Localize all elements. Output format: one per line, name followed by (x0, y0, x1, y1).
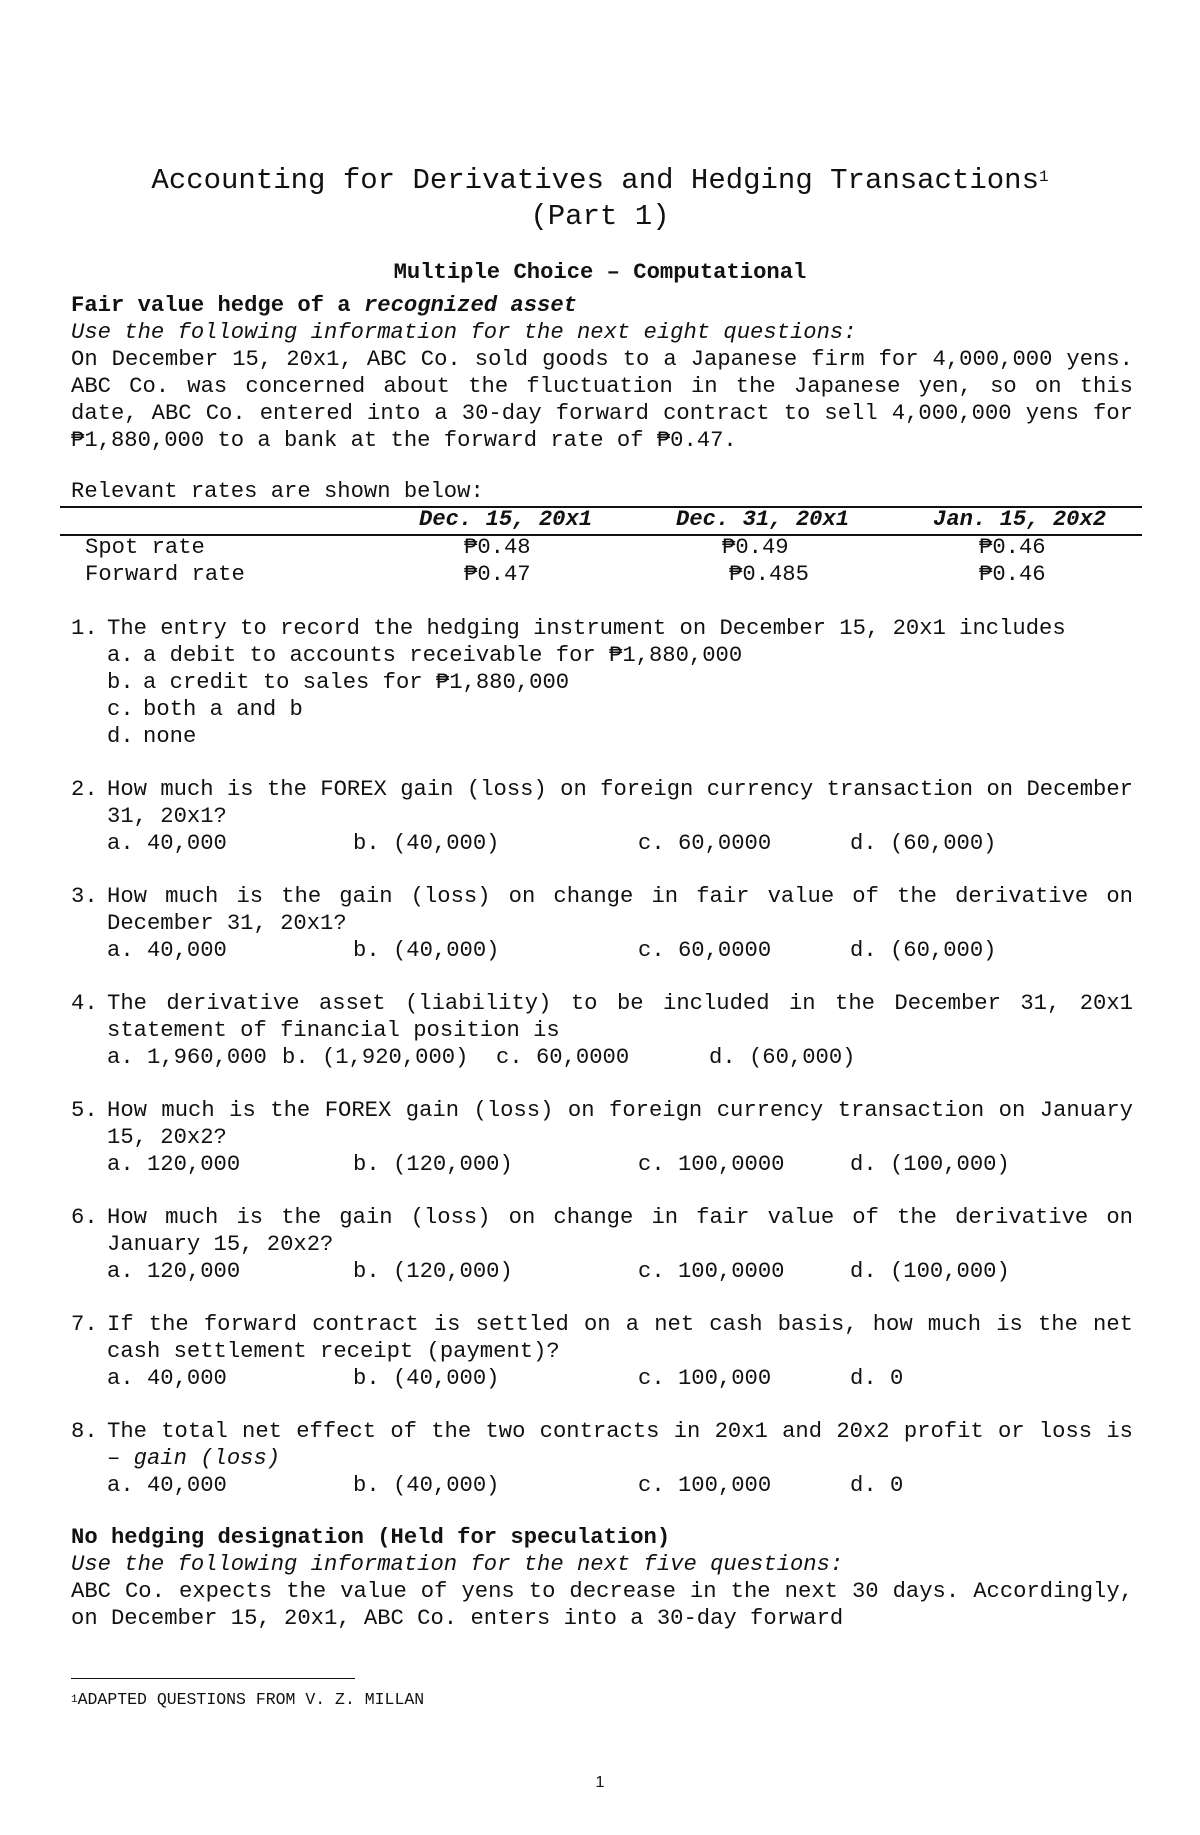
section-heading: Multiple Choice – Computational (393, 260, 807, 285)
footnote-separator (71, 1678, 355, 1679)
table-cell: ₱0.47 (464, 562, 531, 587)
answer-option-d: d. (100,000) (850, 1259, 1010, 1284)
answer-option-b: b. (120,000) (353, 1259, 513, 1284)
answer-option-c: c. 100,000 (638, 1473, 772, 1498)
footnote: $^1$ADAPTED QUESTIONS FROM V. Z. MILLAN (71, 1690, 425, 1709)
answer-options (107, 1365, 1133, 1392)
answer-option-a: a. a debit to accounts receivable for ₱1,880,000 (107, 643, 743, 668)
page-title: Accounting for Derivatives and Hedging Transactions$^1$ (151, 164, 1049, 197)
answer-option-d: d. (60,000) (850, 938, 997, 963)
question-text: The derivative asset (liability) to be included in the December 31, 20x1 statement of financial position is (107, 991, 1133, 1043)
answer-option-d: d. 0 (850, 1473, 904, 1498)
question-number: 5. (71, 1098, 98, 1123)
question-number: 6. (71, 1205, 98, 1230)
speculation-paragraph: ABC Co. expects the value of yens to decrease in the next 30 days. Accordingly, on December 15, 20x1, ABC Co. enters into a 30-day forward (71, 1579, 1133, 1631)
table-header-dec15: Dec. 15, 20x1 (419, 507, 593, 532)
table-row-label: Spot rate (85, 535, 205, 560)
answer-option-a: a. 40,000 (107, 1473, 227, 1498)
question-number: 2. (71, 777, 98, 802)
fair-value-paragraph: On December 15, 20x1, ABC Co. sold goods to a Japanese firm for 4,000,000 yens. ABC Co. was concerned about the fluctuation in the Japanese yen, so on this date, ABC Co. entered into a 30-day forward contract to sell 4,000,000 yens for ₱1,880,000 to a bank at the forward rate of ₱0.47. (71, 347, 1133, 453)
answer-option-c: c. both a and b (107, 697, 303, 722)
answer-option-c: c. 60,0000 (638, 831, 772, 856)
page-number: 1 (595, 1774, 605, 1791)
question-number: 8. (71, 1419, 98, 1444)
fair-value-instruction: Use the following information for the next eight questions: (71, 320, 857, 345)
answer-options (107, 1151, 1133, 1178)
table-header-dec31: Dec. 31, 20x1 (676, 507, 850, 532)
question-text: The total net effect of the two contracts in 20x1 and 20x2 profit or loss is – gain (loss) (107, 1419, 1133, 1471)
table-cell: ₱0.46 (979, 535, 1046, 560)
answer-option-c: c. 100,0000 (638, 1259, 785, 1284)
answer-options (107, 1258, 1133, 1285)
answer-option-a: a. 40,000 (107, 1366, 227, 1391)
answer-option-a: a. 120,000 (107, 1152, 241, 1177)
question-number: 3. (71, 884, 98, 909)
answer-option-b: b. (120,000) (353, 1152, 513, 1177)
table-cell: ₱0.49 (722, 535, 789, 560)
question-text: The entry to record the hedging instrument on December 15, 20x1 includes (107, 616, 1066, 641)
answer-options (107, 1472, 1133, 1499)
question-text: How much is the gain (loss) on change in fair value of the derivative on December 31, 20x1? (107, 884, 1133, 936)
answer-option-d: d. 0 (850, 1366, 904, 1391)
question-5 (71, 1097, 1133, 1178)
answer-option-b: b. (40,000) (353, 1366, 500, 1391)
answer-options (107, 830, 1133, 857)
question-number: 4. (71, 991, 98, 1016)
question-7 (71, 1311, 1133, 1392)
speculation-instruction: Use the following information for the next five questions: (71, 1552, 844, 1577)
question-3 (71, 883, 1133, 964)
answer-option-c: c. 60,0000 (638, 938, 772, 963)
question-text: How much is the FOREX gain (loss) on foreign currency transaction on December 31, 20x1? (107, 777, 1133, 829)
table-cell: ₱0.46 (979, 562, 1046, 587)
question-1 (71, 615, 1133, 750)
answer-option-c: c. 60,0000 (496, 1045, 630, 1070)
answer-option-a: a. 40,000 (107, 831, 227, 856)
question-number: 7. (71, 1312, 98, 1337)
question-6 (71, 1204, 1133, 1285)
answer-options (107, 937, 1133, 964)
answer-options (107, 1044, 1133, 1071)
title-footnote-ref: 1 (1038, 168, 1049, 186)
table-header-jan15: Jan. 15, 20x2 (933, 507, 1107, 532)
rates-intro: Relevant rates are shown below: (71, 479, 484, 504)
answer-options (107, 642, 1133, 750)
answer-option-d: d. none (107, 724, 197, 749)
question-number: 1. (71, 616, 98, 641)
question-text: How much is the FOREX gain (loss) on foreign currency transaction on January 15, 20x2? (107, 1098, 1133, 1150)
question-8 (71, 1418, 1133, 1499)
table-cell: ₱0.48 (464, 535, 531, 560)
answer-option-b: b. a credit to sales for ₱1,880,000 (107, 670, 570, 695)
answer-option-d: d. (100,000) (850, 1152, 1010, 1177)
question-text: If the forward contract is settled on a net cash basis, how much is the net cash settlement receipt (payment)? (107, 1312, 1133, 1364)
answer-option-b: b. (40,000) (353, 938, 500, 963)
fair-value-hedge-heading: Fair value hedge of a recognized asset (71, 293, 577, 318)
answer-option-b: b. (1,920,000) (282, 1045, 469, 1070)
answer-option-a: a. 120,000 (107, 1259, 241, 1284)
speculation-heading: No hedging designation (Held for speculation) (71, 1525, 671, 1550)
table-cell: ₱0.485 (729, 562, 809, 587)
footnote-mark: 1 (71, 1694, 78, 1706)
answer-option-c: c. 100,000 (638, 1366, 772, 1391)
answer-option-c: c. 100,0000 (638, 1152, 785, 1177)
table-row-label: Forward rate (85, 562, 245, 587)
answer-option-d: d. (60,000) (709, 1045, 856, 1070)
question-text: How much is the gain (loss) on change in fair value of the derivative on January 15, 20x2? (107, 1205, 1133, 1257)
answer-option-a: a. 1,960,000 (107, 1045, 267, 1070)
answer-option-d: d. (60,000) (850, 831, 997, 856)
answer-option-a: a. 40,000 (107, 938, 227, 963)
question-4 (71, 990, 1133, 1071)
answer-option-b: b. (40,000) (353, 831, 500, 856)
question-2 (71, 776, 1133, 857)
page-subtitle: (Part 1) (530, 200, 670, 233)
answer-option-b: b. (40,000) (353, 1473, 500, 1498)
